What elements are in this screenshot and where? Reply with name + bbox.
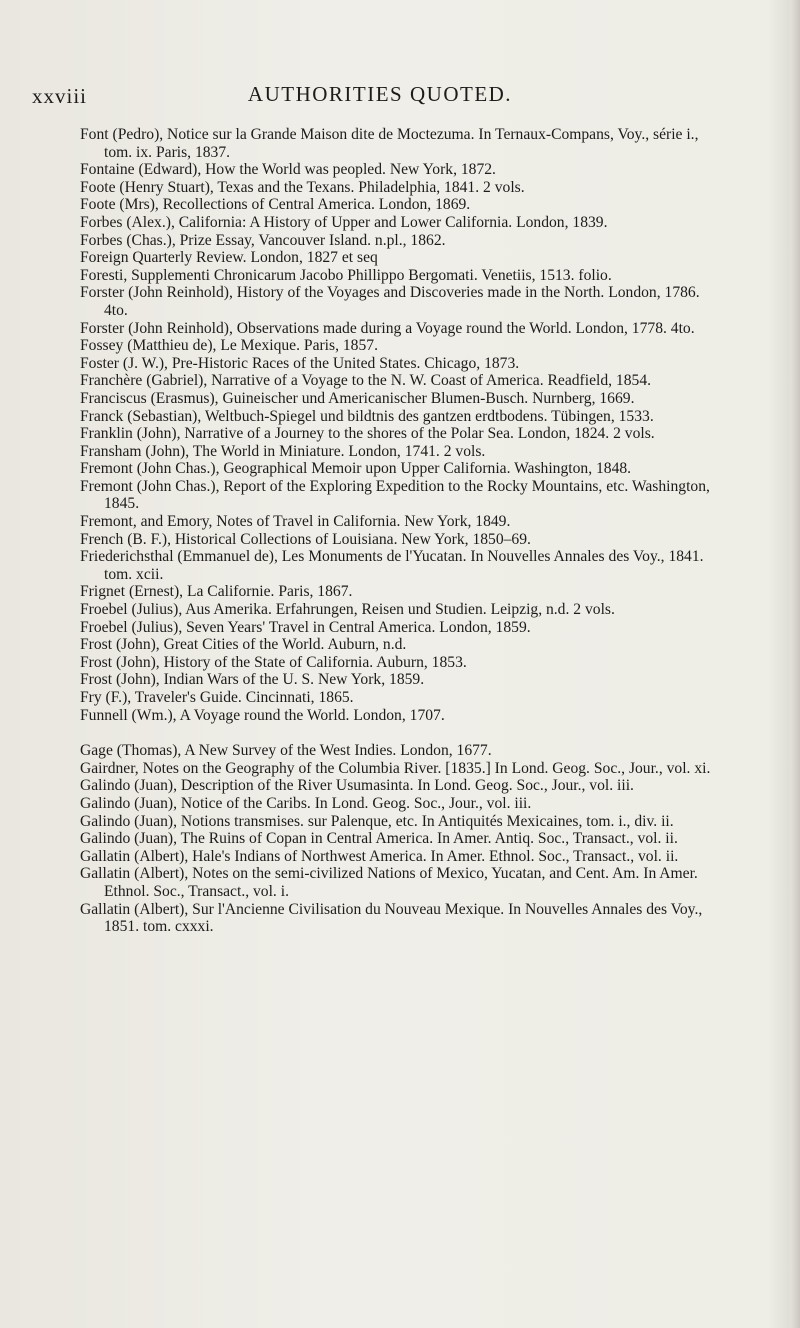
- bibliography-entry: Foster (J. W.), Pre-Historic Races of the United States. Chicago, 1873.: [80, 354, 520, 372]
- bibliography-entry: Fontaine (Edward), How the World was peopled. New York, 1872.: [80, 161, 496, 179]
- bibliography-entry: Fransham (John), The World in Miniature. London, 1741. 2 vols.: [80, 442, 486, 460]
- bibliography-entry: Frost (John), Indian Wars of the U. S. New York, 1859.: [80, 671, 425, 689]
- bibliography-entry: Fossey (Matthieu de), Le Mexique. Paris, 1857.: [80, 337, 378, 355]
- bibliography-entry: Gallatin (Albert), Hale's Indians of Northwest America. In Amer. Ethnol. Soc., Transact., vol. ii.: [80, 847, 679, 865]
- bibliography-entry: Font (Pedro), Notice sur la Grande Maison dite de Moctezuma. In Ternaux-Compans, Voy., série i., tom. ix. Paris, 1837.: [80, 126, 699, 161]
- bibliography-entry: Gage (Thomas), A New Survey of the West Indies. London, 1677.: [80, 742, 492, 760]
- bibliography-entry: Franciscus (Erasmus), Guineischer und Americanischer Blumen-Busch. Nurnberg, 1669.: [80, 389, 635, 407]
- bibliography-entry: French (B. F.), Historical Collections of Louisiana. New York, 1850–69.: [80, 530, 531, 548]
- bibliography-entry: Frost (John), History of the State of California. Auburn, 1853.: [80, 653, 467, 671]
- bibliography-entry: Forster (John Reinhold), History of the Voyages and Discoveries made in the North. London, 1786. 4to.: [80, 284, 700, 319]
- bibliography-entry: Foresti, Supplementi Chronicarum Jacobo Phillippo Bergomati. Venetiis, 1513. folio.: [80, 266, 612, 284]
- bibliography-entry: Forbes (Chas.), Prize Essay, Vancouver Island. n.pl., 1862.: [80, 231, 446, 249]
- bibliography-entry: Galindo (Juan), Notions transmises. sur Palenque, etc. In Antiquités Mexicaines, tom. i., div. ii.: [80, 812, 674, 830]
- page-edge-shadow: [790, 0, 800, 1328]
- bibliography-entry: Fremont (John Chas.), Geographical Memoir upon Upper California. Washington, 1848.: [80, 460, 632, 478]
- bibliography-entry: Fremont (John Chas.), Report of the Exploring Expedition to the Rocky Mountains, etc. Washington, 1845.: [80, 477, 710, 513]
- bibliography-entry: Frost (John), Great Cities of the World. Auburn, n.d.: [80, 636, 407, 654]
- bibliography-entry: Franck (Sebastian), Weltbuch-Spiegel und bildtnis des gantzen erdtbodens. Tübingen, 1533.: [80, 407, 654, 425]
- bibliography-entry: Fremont, and Emory, Notes of Travel in California. New York, 1849.: [80, 513, 511, 531]
- bibliography-entry: Foreign Quarterly Review. London, 1827 et seq: [80, 249, 378, 267]
- bibliography-entry: Gallatin (Albert), Notes on the semi-civilized Nations of Mexico, Yucatan, and Cent. Am. In Amer. Ethnol. Soc., Transact., vol. i.: [80, 865, 698, 900]
- bibliography-entry: Froebel (Julius), Seven Years' Travel in Central America. London, 1859.: [80, 618, 531, 636]
- page-number: xxviii: [32, 84, 88, 108]
- bibliography-entry: Forster (John Reinhold), Observations made during a Voyage round the World. London, 1778. 4to.: [80, 319, 695, 337]
- bibliography-entry: Galindo (Juan), Notice of the Caribs. In Lond. Geog. Soc., Jour., vol. iii.: [80, 794, 532, 812]
- bibliography-entry: Froebel (Julius), Aus Amerika. Erfahrungen, Reisen und Studien. Leipzig, n.d. 2 vols.: [80, 601, 615, 619]
- bibliography-entry: Frignet (Ernest), La Californie. Paris, 1867.: [80, 583, 353, 601]
- bibliography-entry: Galindo (Juan), The Ruins of Copan in Central America. In Amer. Antiq. Soc., Transact., vol. ii.: [80, 830, 678, 848]
- bibliography-entry: Gairdner, Notes on the Geography of the Columbia River. [1835.] In Lond. Geog. Soc., Jour., vol. xi.: [80, 759, 711, 777]
- running-title: AUTHORITIES QUOTED.: [247, 82, 513, 106]
- bibliography-list: [80, 126, 720, 936]
- bibliography-entry: Franchère (Gabriel), Narrative of a Voyage to the N. W. Coast of America. Readfield, 1854.: [80, 372, 652, 390]
- bibliography-entry: Foote (Henry Stuart), Texas and the Texans. Philadelphia, 1841. 2 vols.: [80, 178, 525, 196]
- bibliography-entry: Funnell (Wm.), A Voyage round the World. London, 1707.: [80, 706, 445, 724]
- bibliography-entry: Friederichsthal (Emmanuel de), Les Monuments de l'Yucatan. In Nouvelles Annales des Voy., 1841. tom. xcii.: [80, 548, 704, 583]
- bibliography-entry: Fry (F.), Traveler's Guide. Cincinnati, 1865.: [80, 689, 354, 706]
- bibliography-entry: Foote (Mrs), Recollections of Central America. London, 1869.: [80, 196, 471, 214]
- bibliography-entry: Franklin (John), Narrative of a Journey to the shores of the Polar Sea. London, 1824. 2 vols.: [80, 425, 655, 443]
- page-header: [32, 78, 768, 108]
- bibliography-entry: Galindo (Juan), Description of the River Usumasinta. In Lond. Geog. Soc., Jour., vol. iii.: [80, 777, 634, 795]
- bibliography-entry: Gallatin (Albert), Sur l'Ancienne Civilisation du Nouveau Mexique. In Nouvelles Annales des Voy., 1851. tom. cxxxi.: [80, 900, 703, 936]
- bibliography-entry: Forbes (Alex.), California: A History of Upper and Lower California. London, 1839.: [80, 213, 608, 231]
